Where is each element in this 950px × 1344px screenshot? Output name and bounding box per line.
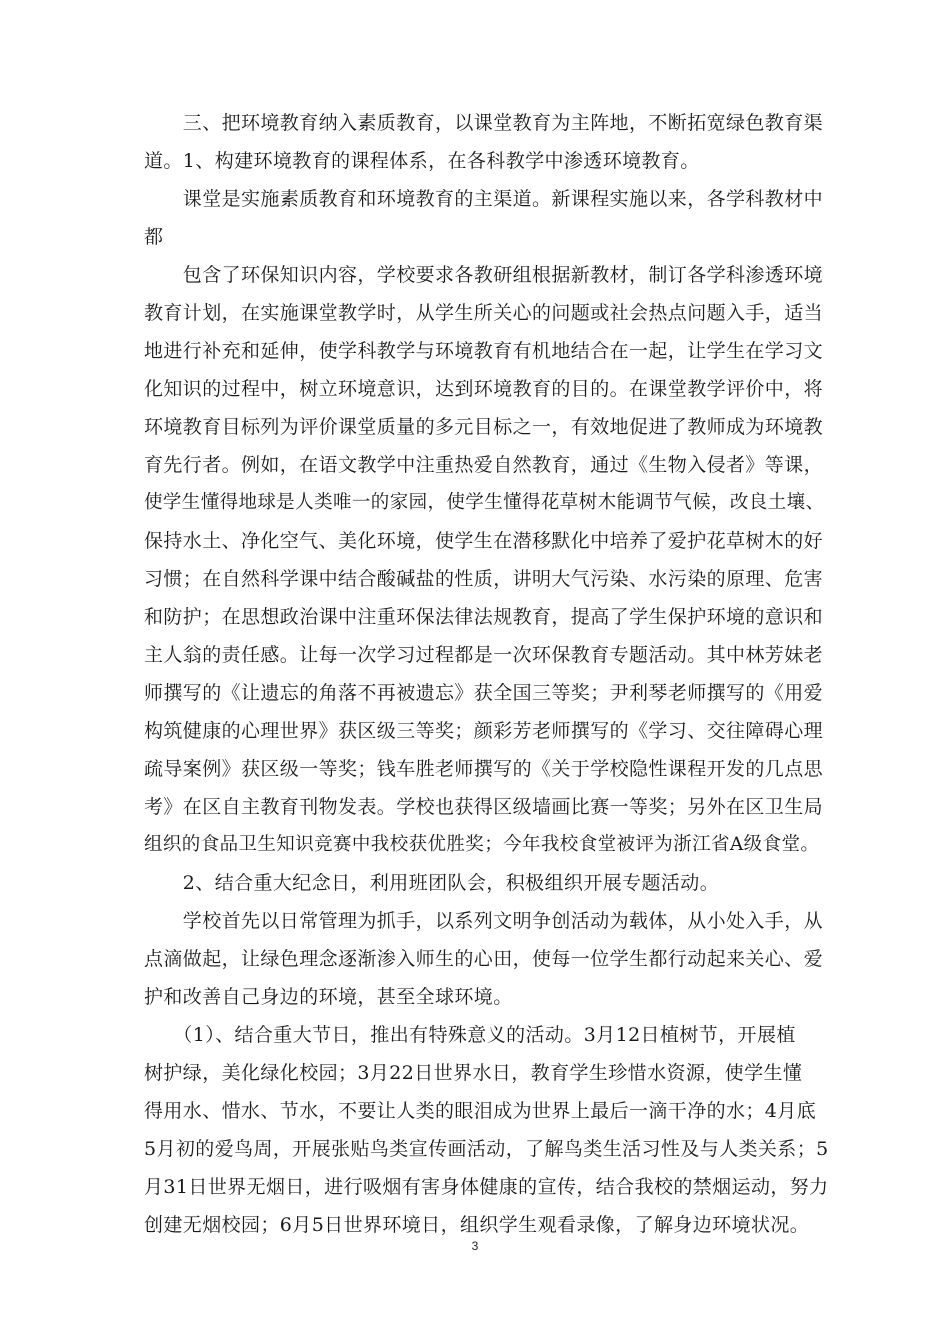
- text-line: 包含了环保知识内容，学校要求各教研组根据新教材，制订各学科渗透环境: [144, 264, 824, 286]
- text-line: （1）、结合重大节日，推出有特殊意义的活动。3月12日植树节，开展植: [144, 1024, 796, 1046]
- text-line: 育先行者。例如，在语文教学中注重热爱自然教育，通过《生物入侵者》等课，: [144, 454, 824, 476]
- text-line: 学校首先以日常管理为抓手，以系列文明争创活动为载体，从小处入手，从: [144, 910, 824, 932]
- text-line: 都: [144, 226, 164, 248]
- text-line: 点滴做起，让绿色理念逐渐渗入师生的心田，使每一位学生都行动起来关心、爱: [144, 948, 824, 970]
- text-line: 和防护；在思想政治课中注重环保法律法规教育，提高了学生保护环境的意识和: [144, 606, 824, 628]
- text-line: 教育计划，在实施课堂教学时，从学生所关心的问题或社会热点问题入手，适当: [144, 302, 824, 324]
- text-line: 化知识的过程中，树立环境意识，达到环境教育的目的。在课堂教学评价中，将: [144, 378, 824, 400]
- text-line: 习惯；在自然科学课中结合酸碱盐的性质，讲明大气污染、水污染的原理、危害: [144, 568, 824, 590]
- text-line: 组织的食品卫生知识竞赛中我校获优胜奖；今年我校食堂被评为浙江省A级食堂。: [144, 834, 820, 855]
- page-number: 3: [471, 1239, 479, 1253]
- text-line: 创建无烟校园；6月5日世界环境日，组织学生观看录像，了解身边环境状况。: [144, 1214, 810, 1236]
- text-line: 月31日世界无烟日，进行吸烟有害身体健康的宣传，结合我校的禁烟运动，努力: [144, 1176, 829, 1198]
- text-line: 得用水、惜水、节水，不要让人类的眼泪成为世界上最后一滴干净的水；4月底: [144, 1100, 817, 1122]
- text-line: 地进行补充和延伸，使学科教学与环境教育有机地结合在一起，让学生在学习文: [144, 340, 824, 362]
- text-line: 师撰写的《让遗忘的角落不再被遗忘》获全国三等奖；尹利琴老师撰写的《用爱: [144, 682, 824, 704]
- text-line: 树护绿，美化绿化校园；3月22日世界水日，教育学生珍惜水资源，使学生懂: [144, 1062, 803, 1084]
- text-line: 环境教育目标列为评价课堂质量的多元目标之一，有效地促进了教师成为环境教: [144, 416, 824, 438]
- text-line: 护和改善自己身边的环境，甚至全球环境。: [144, 986, 513, 1008]
- text-line: 疏导案例》获区级一等奖；钱车胜老师撰写的《关于学校隐性课程开发的几点思: [144, 758, 824, 780]
- text-line: 课堂是实施素质教育和环境教育的主渠道。新课程实施以来，各学科教材中: [144, 188, 824, 210]
- text-line: 三、把环境教育纳入素质教育，以课堂教育为主阵地，不断拓宽绿色教育渠: [144, 112, 824, 134]
- text-line: 使学生懂得地球是人类唯一的家园，使学生懂得花草树木能调节气候，改良土壤、: [144, 492, 825, 513]
- text-line: 考》在区自主教育刊物发表。学校也获得区级墙画比赛一等奖；另外在区卫生局: [144, 796, 824, 818]
- text-line: 2、结合重大纪念日，利用班团队会，积极组织开展专题活动。: [144, 872, 720, 894]
- text-line: 5月初的爱鸟周，开展张贴鸟类宣传画活动，了解鸟类生活习性及与人类关系；5: [144, 1138, 829, 1160]
- text-line: 保持水土、净化空气、美化环境，使学生在潜移默化中培养了爱护花草树木的好: [144, 530, 824, 552]
- text-line: 主人翁的责任感。让每一次学习过程都是一次环保教育专题活动。其中林芳妹老: [144, 644, 824, 666]
- text-line: 构筑健康的心理世界》获区级三等奖；颜彩芳老师撰写的《学习、交往障碍心理: [144, 720, 824, 742]
- text-line: 道。1、构建环境教育的课程体系，在各科教学中渗透环境教育。: [144, 150, 700, 172]
